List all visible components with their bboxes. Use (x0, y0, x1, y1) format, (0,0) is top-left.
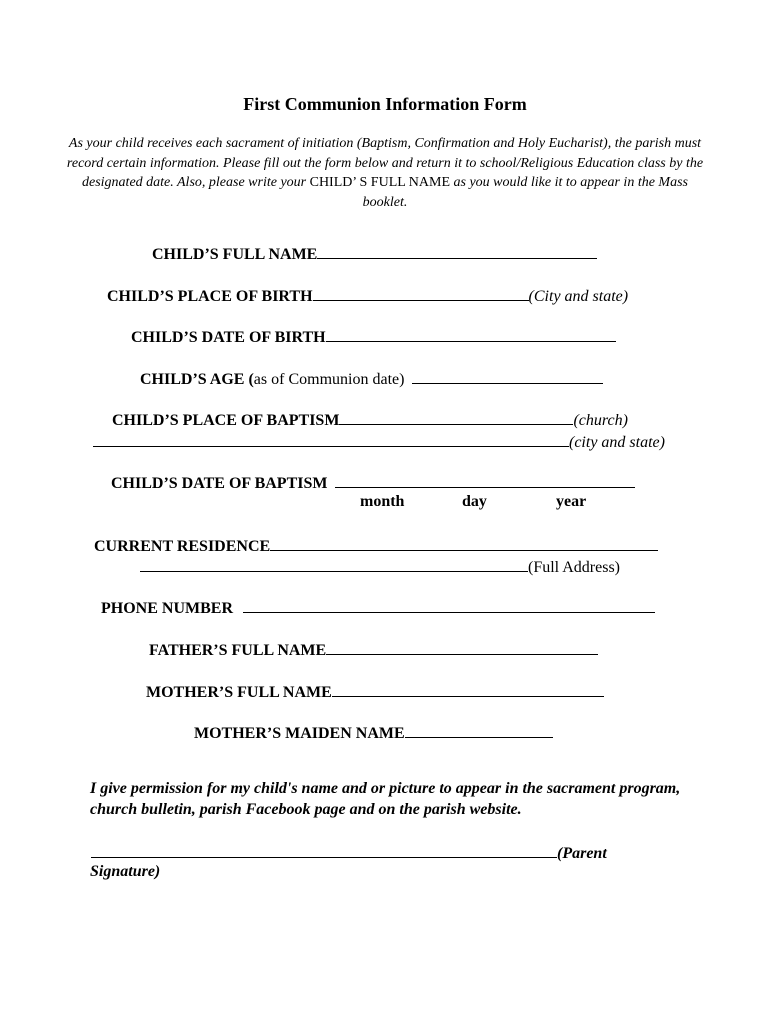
father-line[interactable] (326, 639, 598, 655)
date-of-baptism-label: CHILD’S DATE OF BAPTISM (111, 475, 328, 492)
row-age (140, 368, 603, 389)
row-baptism-city (93, 431, 665, 452)
city-state-note: (city and state) (569, 434, 665, 451)
full-name-line[interactable] (317, 243, 597, 259)
church-note: (church) (573, 412, 628, 429)
row-place-of-baptism (112, 409, 628, 430)
intro-text-3: as you would like it to appear in the Mass booklet. (362, 175, 688, 210)
age-note: as of Communion date) (253, 371, 405, 388)
row-mother (146, 681, 604, 702)
row-date-of-baptism (111, 472, 635, 493)
month-label: month (360, 493, 405, 510)
mother-label: MOTHER’S FULL NAME (146, 684, 332, 701)
row-maiden (194, 722, 553, 743)
day-label: day (462, 493, 487, 510)
age-label: CHILD’S AGE ( (140, 371, 254, 388)
date-of-birth-label: CHILD’S DATE OF BIRTH (131, 329, 326, 346)
row-signature (91, 842, 607, 863)
phone-label: PHONE NUMBER (101, 600, 233, 617)
full-address-note: (Full Address) (528, 559, 620, 576)
intro-paragraph (60, 134, 710, 212)
place-of-birth-line[interactable] (313, 285, 529, 301)
row-date-of-birth (131, 326, 616, 347)
row-place-of-birth (107, 285, 628, 306)
residence-line-2[interactable] (140, 556, 528, 572)
row-residence (94, 535, 658, 556)
place-of-birth-label: CHILD’S PLACE OF BIRTH (107, 288, 313, 305)
residence-label: CURRENT RESIDENCE (94, 538, 271, 555)
full-name-label: CHILD’S FULL NAME (152, 246, 318, 263)
mother-line[interactable] (332, 681, 604, 697)
row-phone (101, 597, 655, 618)
date-of-baptism-line[interactable] (335, 472, 635, 488)
place-of-birth-note: (City and state) (528, 288, 629, 305)
intro-text-1: As your child receives each sacrament of initiation (Baptism, Confirmation and Holy Eucharist), the parish must record certain information. Please fill out the form below and return it to school/Religious Education class by the designated date. Also, please write your (66, 136, 704, 190)
date-of-birth-line-2[interactable] (554, 326, 616, 342)
age-line[interactable] (412, 368, 603, 384)
date-of-birth-line-1[interactable] (326, 326, 554, 342)
father-label: FATHER’S FULL NAME (149, 642, 327, 659)
signature-note: (Parent (557, 845, 607, 862)
signature-word: Signature) (90, 863, 161, 880)
row-residence-2 (140, 556, 620, 577)
signature-line[interactable] (91, 842, 557, 858)
form-title: First Communion Information Form (243, 94, 527, 114)
row-father (149, 639, 598, 660)
row-full-name (152, 243, 597, 264)
maiden-line[interactable] (405, 722, 553, 738)
year-label: year (556, 493, 587, 510)
maiden-label: MOTHER’S MAIDEN NAME (194, 725, 405, 742)
place-of-baptism-label: CHILD’S PLACE OF BAPTISM (112, 412, 340, 429)
permission-statement: I give permission for my child's name and or picture to appear in the sacrament program, church bulletin, parish Facebook page and on the parish website. (90, 780, 681, 818)
baptism-city-line[interactable] (93, 431, 569, 447)
place-of-baptism-line[interactable] (339, 409, 573, 425)
residence-line[interactable] (270, 535, 658, 551)
intro-text-2: CHILD’ S FULL NAME (309, 175, 450, 190)
phone-line[interactable] (243, 597, 655, 613)
